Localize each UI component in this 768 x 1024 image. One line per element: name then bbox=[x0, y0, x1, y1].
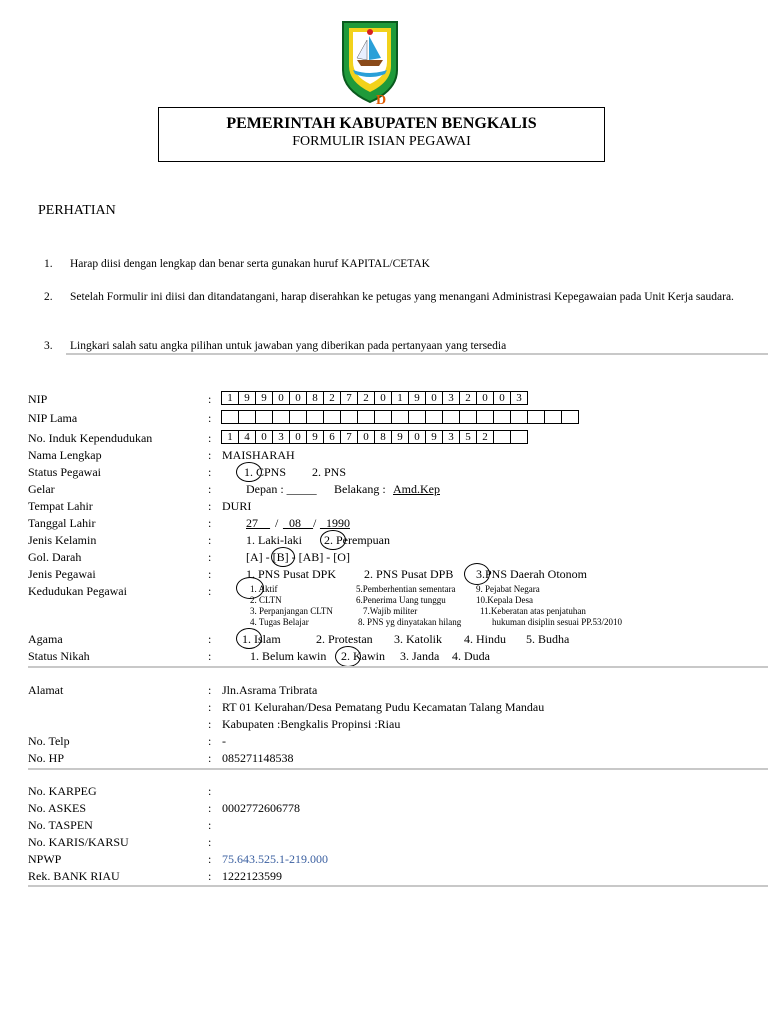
option-daerah-otonom[interactable]: 3.PNS Daerah Otonom bbox=[476, 567, 587, 581]
field-value[interactable]: DURI bbox=[222, 499, 252, 513]
digit-box[interactable]: 1 bbox=[221, 430, 239, 444]
digit-box[interactable] bbox=[510, 430, 528, 444]
title-box bbox=[158, 107, 605, 162]
kedudukan-item[interactable]: 7.Wajib militer bbox=[363, 606, 418, 616]
field-label: NIP bbox=[28, 392, 48, 406]
darah-options[interactable]: [A] - [B] - [AB] - [O] bbox=[246, 550, 350, 564]
digit-box[interactable]: 3 bbox=[442, 430, 460, 444]
digit-box[interactable]: 0 bbox=[272, 391, 290, 405]
field-label: Kedudukan Pegawai bbox=[28, 584, 127, 598]
year-value: 1990 bbox=[326, 516, 350, 530]
selection-circle bbox=[335, 646, 361, 667]
page-title: PEMERINTAH KABUPATEN BENGKALIS bbox=[226, 115, 537, 132]
colon: : bbox=[208, 734, 212, 748]
field-label: Status Nikah bbox=[28, 649, 90, 663]
kedudukan-item[interactable]: 8. PNS yg dinyatakan hilang bbox=[358, 617, 462, 627]
nip-lama-boxes[interactable] bbox=[222, 410, 579, 424]
colon: : bbox=[208, 465, 212, 479]
field-label: Nama Lengkap bbox=[28, 448, 102, 462]
option-pusat-dpb[interactable]: 2. PNS Pusat DPB bbox=[364, 567, 454, 581]
colon: : bbox=[208, 801, 212, 815]
kedudukan-item[interactable]: 1. Aktif bbox=[250, 584, 278, 594]
digit-box[interactable]: 8 bbox=[374, 430, 392, 444]
field-jenis-kelamin bbox=[28, 532, 728, 549]
colon: : bbox=[208, 717, 212, 731]
option-belum-kawin[interactable]: 1. Belum kawin bbox=[250, 649, 327, 663]
field-nik bbox=[28, 430, 728, 447]
field-label: NIP Lama bbox=[28, 411, 78, 425]
field-value[interactable]: - bbox=[222, 734, 226, 748]
tanggal-year[interactable]: _1990 bbox=[320, 516, 350, 530]
colon: : bbox=[208, 818, 212, 832]
digit-box[interactable]: 7 bbox=[340, 430, 358, 444]
colon: : bbox=[208, 533, 212, 547]
field-label: No. Induk Kependudukan bbox=[28, 431, 153, 445]
field-kedudukan-pegawai bbox=[28, 583, 738, 631]
note-item bbox=[44, 257, 744, 275]
field-label: Alamat bbox=[28, 683, 64, 697]
month-value: 08 bbox=[289, 516, 301, 530]
option-laki-laki[interactable]: 1. Laki-laki bbox=[246, 533, 302, 547]
digit-box[interactable]: 0 bbox=[289, 391, 307, 405]
gelar-belakang-label: Belakang : bbox=[334, 482, 386, 496]
digit-box[interactable] bbox=[340, 410, 358, 424]
field-telp bbox=[28, 733, 728, 750]
field-label: Jenis Kelamin bbox=[28, 533, 97, 547]
colon: : bbox=[208, 448, 212, 462]
digit-box[interactable] bbox=[272, 410, 290, 424]
digit-box[interactable]: 3 bbox=[510, 391, 528, 405]
digit-box[interactable]: 1 bbox=[221, 391, 239, 405]
note-number: 2. bbox=[44, 291, 53, 303]
nik-boxes[interactable] bbox=[222, 430, 528, 444]
field-gelar bbox=[28, 481, 728, 498]
page-subtitle: FORMULIR ISIAN PEGAWAI bbox=[292, 134, 471, 149]
field-label: No. TASPEN bbox=[28, 818, 93, 832]
kedudukan-item[interactable]: 9. Pejabat Negara bbox=[476, 584, 540, 594]
colon: : bbox=[208, 751, 212, 765]
digit-box[interactable] bbox=[493, 410, 511, 424]
option-protestan[interactable]: 2. Protestan bbox=[316, 632, 373, 646]
digit-box[interactable]: 3 bbox=[442, 391, 460, 405]
field-tanggal-lahir: Tanggal Lahir : 27__ / _08__ / _1990 bbox=[28, 516, 350, 530]
nip-boxes[interactable] bbox=[222, 391, 528, 405]
digit-box[interactable]: 9 bbox=[391, 430, 409, 444]
field-karpeg bbox=[28, 783, 728, 800]
note-item bbox=[44, 290, 744, 324]
field-agama bbox=[28, 631, 728, 648]
field-label: Tempat Lahir bbox=[28, 499, 93, 513]
kedudukan-item[interactable]: 6.Penerima Uang tunggu bbox=[356, 595, 446, 605]
alamat-line-3[interactable]: Kabupaten :Bengkalis Propinsi :Riau bbox=[222, 717, 401, 731]
digit-box[interactable]: 3 bbox=[272, 430, 290, 444]
digit-box[interactable]: 2 bbox=[357, 391, 375, 405]
digit-box[interactable]: 9 bbox=[408, 391, 426, 405]
field-bank bbox=[28, 868, 728, 885]
digit-box[interactable] bbox=[544, 410, 562, 424]
field-label: Gol. Darah bbox=[28, 550, 82, 564]
digit-box[interactable] bbox=[561, 410, 579, 424]
selection-circle bbox=[271, 547, 295, 567]
field-value[interactable]: 75.643.525.1-219.000 bbox=[222, 852, 328, 866]
option-katolik[interactable]: 3. Katolik bbox=[394, 632, 442, 646]
field-alamat-2 bbox=[28, 699, 728, 716]
day-value: 27 bbox=[246, 516, 258, 530]
digit-box[interactable]: 9 bbox=[238, 391, 256, 405]
option-perempuan[interactable]: 2. Perempuan bbox=[324, 533, 390, 547]
field-label: No. KARIS/KARSU bbox=[28, 835, 129, 849]
colon: : bbox=[208, 392, 212, 406]
digit-box[interactable]: 1 bbox=[391, 391, 409, 405]
field-karis bbox=[28, 834, 728, 851]
field-label: No. HP bbox=[28, 751, 65, 765]
digit-box[interactable] bbox=[391, 410, 409, 424]
field-value[interactable]: 0002772606778 bbox=[222, 801, 300, 815]
kedudukan-item[interactable]: 2. CLTN bbox=[250, 595, 282, 605]
digit-box[interactable]: 0 bbox=[408, 430, 426, 444]
digit-box[interactable] bbox=[408, 410, 426, 424]
digit-box[interactable]: 0 bbox=[357, 430, 375, 444]
field-label: Rek. BANK RIAU bbox=[28, 869, 120, 883]
field-hp bbox=[28, 750, 728, 767]
tanggal-month[interactable]: _08__ bbox=[283, 516, 313, 530]
colon: : bbox=[208, 852, 212, 866]
digit-box[interactable] bbox=[374, 410, 392, 424]
field-nama bbox=[28, 447, 728, 464]
field-gol-darah bbox=[28, 549, 728, 566]
digit-box[interactable] bbox=[255, 410, 273, 424]
digit-box[interactable]: 0 bbox=[493, 391, 511, 405]
option-hindu[interactable]: 4. Hindu bbox=[464, 632, 506, 646]
field-label: Status Pegawai bbox=[28, 465, 101, 479]
selection-circle bbox=[236, 462, 262, 482]
colon: : bbox=[208, 700, 212, 714]
colon: : bbox=[208, 649, 212, 663]
digit-box[interactable]: 5 bbox=[459, 430, 477, 444]
option-islam[interactable]: 1. Islam bbox=[242, 632, 281, 646]
colon: : bbox=[208, 869, 212, 883]
kedudukan-item[interactable]: hukuman disiplin sesuai PP.53/2010 bbox=[492, 617, 623, 627]
field-label: No. KARPEG bbox=[28, 784, 97, 798]
divider bbox=[28, 666, 768, 668]
field-label: Gelar bbox=[28, 482, 55, 496]
field-taspen bbox=[28, 817, 728, 834]
colon: : bbox=[208, 683, 212, 697]
field-status-pegawai bbox=[28, 464, 728, 481]
field-label: NPWP bbox=[28, 852, 62, 866]
note-text: Lingkari salah satu angka pilihan untuk jawaban yang diberikan pada pertanyaan yang tersedia bbox=[70, 340, 507, 352]
digit-box[interactable]: 9 bbox=[306, 430, 324, 444]
digit-box[interactable] bbox=[527, 410, 545, 424]
digit-box[interactable]: 8 bbox=[306, 391, 324, 405]
digit-box[interactable] bbox=[306, 410, 324, 424]
digit-box[interactable]: 9 bbox=[255, 391, 273, 405]
colon: : bbox=[208, 784, 212, 798]
field-tempat-lahir bbox=[28, 498, 728, 515]
perhatian-heading: PERHATIAN bbox=[38, 203, 116, 218]
option-pusat-dpk[interactable]: 1. PNS Pusat DPK bbox=[246, 567, 337, 581]
option-budha[interactable]: 5. Budha bbox=[526, 632, 570, 646]
gelar-depan[interactable]: Depan : _____ bbox=[246, 482, 317, 496]
digit-box[interactable]: 9 bbox=[425, 430, 443, 444]
digit-box[interactable]: 0 bbox=[289, 430, 307, 444]
digit-box[interactable]: 2 bbox=[459, 391, 477, 405]
digit-box[interactable] bbox=[221, 410, 239, 424]
field-status-nikah bbox=[28, 648, 728, 665]
digit-box[interactable] bbox=[238, 410, 256, 424]
field-label: Jenis Pegawai bbox=[28, 567, 96, 581]
digit-box[interactable]: 6 bbox=[323, 430, 341, 444]
note-number: 1. bbox=[44, 258, 53, 270]
kedudukan-item[interactable]: 5.Pemberhentian sementara bbox=[356, 584, 456, 594]
digit-box[interactable] bbox=[425, 410, 443, 424]
option-cpns[interactable]: 1. CPNS bbox=[244, 465, 287, 479]
option-duda[interactable]: 4. Duda bbox=[452, 649, 490, 663]
alamat-line-2[interactable]: RT 01 Kelurahan/Desa Pematang Pudu Kecamatan Talang Mandau bbox=[222, 700, 545, 714]
selection-circle bbox=[236, 628, 262, 649]
divider bbox=[66, 353, 768, 355]
colon: : bbox=[208, 482, 212, 496]
digit-box[interactable] bbox=[459, 410, 477, 424]
field-label: Tanggal Lahir bbox=[28, 516, 96, 530]
field-askes bbox=[28, 800, 728, 817]
digit-box[interactable] bbox=[493, 430, 511, 444]
field-value[interactable]: MAISHARAH bbox=[222, 448, 295, 462]
field-value[interactable]: 1222123599 bbox=[222, 869, 282, 883]
field-alamat bbox=[28, 682, 728, 699]
alamat-line-1[interactable]: Jln.Asrama Tribrata bbox=[222, 683, 318, 697]
selection-circle bbox=[464, 563, 490, 585]
digit-box[interactable]: 2 bbox=[323, 391, 341, 405]
note-text: Harap diisi dengan lengkap dan benar serta gunakan huruf KAPITAL/CETAK bbox=[70, 258, 430, 270]
option-kawin[interactable]: 2. Kawin bbox=[341, 649, 385, 663]
divider bbox=[28, 768, 768, 770]
tanggal-day[interactable]: 27__ bbox=[246, 516, 270, 530]
colon: : bbox=[208, 567, 212, 581]
kedudukan-item[interactable]: 4. Tugas Belajar bbox=[250, 617, 309, 627]
kedudukan-item[interactable]: 10.Kepala Desa bbox=[476, 595, 533, 605]
field-label: No. Telp bbox=[28, 734, 70, 748]
field-label: No. ASKES bbox=[28, 801, 87, 815]
field-jenis-pegawai bbox=[28, 566, 728, 583]
field-label: Agama bbox=[28, 632, 63, 646]
divider bbox=[28, 885, 768, 887]
colon: : bbox=[208, 516, 212, 530]
colon: : bbox=[208, 550, 212, 564]
option-janda[interactable]: 3. Janda bbox=[400, 649, 440, 663]
digit-box[interactable]: 0 bbox=[255, 430, 273, 444]
digit-box[interactable] bbox=[357, 410, 375, 424]
digit-box[interactable]: 0 bbox=[374, 391, 392, 405]
field-nip bbox=[28, 391, 728, 408]
logo-letter: D bbox=[376, 93, 387, 108]
field-nip-lama bbox=[28, 410, 728, 427]
digit-box[interactable]: 0 bbox=[425, 391, 443, 405]
digit-box[interactable]: 0 bbox=[476, 391, 494, 405]
digit-box[interactable]: 2 bbox=[476, 430, 494, 444]
colon: : bbox=[208, 835, 212, 849]
colon: : bbox=[208, 431, 212, 445]
gelar-belakang-value[interactable]: Amd.Kep bbox=[393, 482, 440, 496]
note-number: 3. bbox=[44, 340, 53, 352]
bengkalis-crest-logo bbox=[339, 20, 401, 106]
field-value[interactable]: 085271148538 bbox=[222, 751, 294, 765]
kedudukan-item[interactable]: 3. Perpanjangan CLTN bbox=[250, 606, 333, 616]
kedudukan-item[interactable]: 11.Keberatan atas penjatuhan bbox=[480, 606, 586, 616]
colon: : bbox=[208, 584, 212, 598]
colon: : bbox=[208, 632, 212, 646]
field-alamat-3 bbox=[28, 716, 728, 733]
field-npwp bbox=[28, 851, 728, 868]
option-pns[interactable]: 2. PNS bbox=[312, 465, 347, 479]
digit-box[interactable] bbox=[289, 410, 307, 424]
colon: : bbox=[208, 499, 212, 513]
note-text: Setelah Formulir ini diisi dan ditandatangani, harap diserahkan ke petugas yang menangani Administrasi Kepegawaian pada Unit Kerja saudara. bbox=[70, 291, 734, 303]
digit-box[interactable] bbox=[442, 410, 460, 424]
digit-box[interactable]: 4 bbox=[238, 430, 256, 444]
selection-circle bbox=[320, 530, 346, 550]
colon: : bbox=[208, 411, 212, 425]
digit-box[interactable]: 7 bbox=[340, 391, 358, 405]
digit-box[interactable] bbox=[476, 410, 494, 424]
digit-box[interactable] bbox=[510, 410, 528, 424]
digit-box[interactable] bbox=[323, 410, 341, 424]
